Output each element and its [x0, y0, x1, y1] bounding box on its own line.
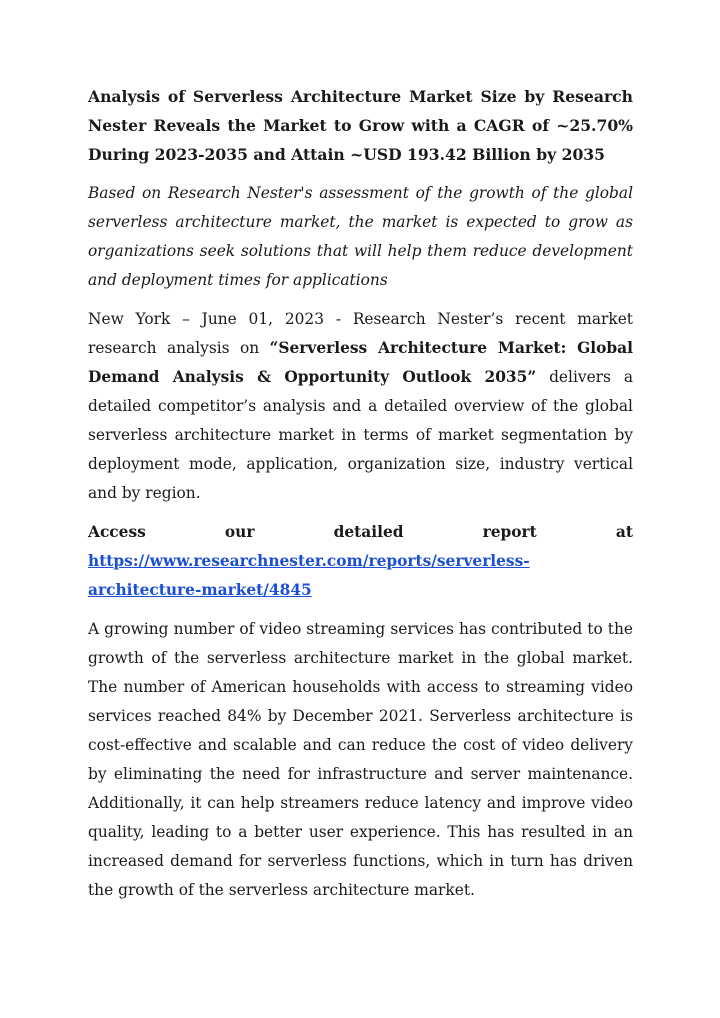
access-report-line [88, 518, 633, 547]
access-word-4: report [482, 523, 537, 541]
report-link-line-1: https://www.researchnester.com/reports/serverless- [88, 552, 530, 570]
access-word-1: Access [88, 523, 146, 541]
report-name: “Serverless Architecture Market: Global Demand Analysis & Opportunity Outlook 2035” [88, 339, 633, 386]
report-link-line-2: architecture-market/4845 [88, 581, 312, 599]
report-link[interactable] [88, 547, 633, 605]
access-word-3: detailed [333, 523, 404, 541]
intro-text-before: New York – June 01, 2023 - Research Nester’s recent market research analysis on [88, 310, 633, 357]
document-page [88, 82, 633, 915]
access-report-block [88, 518, 633, 605]
access-word-5: at [615, 523, 633, 541]
intro-paragraph [88, 305, 633, 508]
lede-paragraph: Based on Research Nester's assessment of the growth of the global serverless architecture market, the market is expected to grow as organizations seek solutions that will help them reduce development and deployment times for applications [88, 184, 633, 289]
body-paragraph: A growing number of video streaming services has contributed to the growth of the serverless architecture market in the global market. The number of American households with access to streaming video services reached 84% by December 2021. Serverless architecture is cost-effective and scalable and can reduce the cost of video delivery by eliminating the need for infrastructure and server maintenance. Additionally, it can help streamers reduce latency and improve video quality, leading to a better user experience. This has resulted in an increased demand for serverless functions, which in turn has driven the growth of the serverless architecture market. [88, 620, 633, 899]
intro-text-after: delivers a detailed competitor’s analysis and a detailed overview of the global serverless architecture market in terms of market segmentation by deployment mode, application, organization size, industry vertical and by region. [88, 368, 633, 502]
access-word-2: our [224, 523, 255, 541]
document-title: Analysis of Serverless Architecture Market Size by Research Nester Reveals the Market to Grow with a CAGR of ~25.70% During 2023-2035 and Attain ~USD 193.42 Billion by 2035 [88, 87, 633, 164]
